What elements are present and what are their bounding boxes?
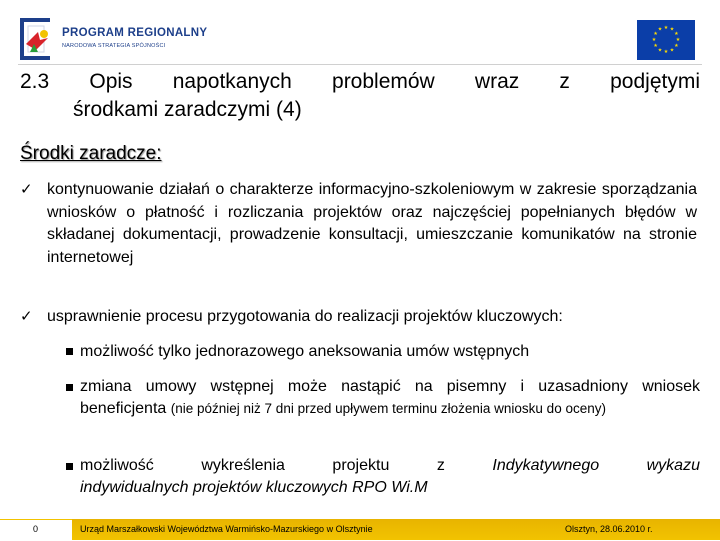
program-logo-icon [18,16,58,64]
svg-text:★: ★ [663,49,669,55]
footer-institution: Urząd Marszałkowski Województwa Warmińsko-Mazurskiego w Olsztynie [80,524,373,534]
svg-text:★: ★ [674,43,679,49]
checkmark-icon: ✓ [20,181,33,198]
svg-text:★: ★ [651,37,657,43]
square-bullet-icon [66,463,73,470]
sub-item-line1 [80,455,700,477]
slide-title [20,68,700,124]
svg-text:★: ★ [653,43,658,49]
word: wykreślenia [201,457,285,474]
footer-date: Olsztyn, 28.06.2010 r. [565,524,653,534]
word: projektu [332,457,390,474]
eu-flag-icon [637,20,695,60]
checkmark-icon: ✓ [20,308,33,325]
svg-text:★: ★ [674,31,679,37]
svg-text:★: ★ [663,25,669,31]
slide-title-line2: środkami zaradczymi (4) [73,98,302,121]
square-bullet-icon [66,348,73,355]
sub-item: możliwość tylko jednorazowego aneksowania umów wstępnych [80,343,530,360]
svg-text:★: ★ [657,26,663,33]
logo-title: PROGRAM REGIONALNY [62,27,208,39]
sub-item [80,455,700,499]
logo-subtitle: NARODOWA STRATEGIA SPÓJNOŚCI [62,43,166,49]
sub-item [80,376,700,420]
sub-item-line2: indywidualnych projektów kluczowych RPO Wi.M [80,479,428,496]
word: Indykatywnego [492,457,600,474]
program-logo [18,16,218,66]
svg-text:★: ★ [675,37,681,43]
page-number: 0 [33,524,39,534]
svg-text:★: ★ [657,47,663,54]
bullet-item: usprawnienie procesu przygotowania do realizacji projektów kluczowych: [47,308,563,325]
slide-title-line1: 2.3 Opis napotkanych problemów wraz z podjętymi [20,70,700,93]
sub-item-main-text: zmiana umowy wstępnej może nastąpić na pisemny i uzasadniony wniosek beneficjenta [80,378,700,417]
bullet-item: kontynuowanie działań o charakterze informacyjno-szkoleniowym w zakresie sporządzania wniosków o płatność i rozliczania projektów oraz najczęściej popełnianych błędów w składanej dokumentacji, prowadzenie konsultacji, umieszczanie komunikatów na stronie internetowej [47,181,697,266]
word: możliwość [80,457,154,474]
word: wykazu [646,457,700,474]
header-divider [18,64,702,65]
word: z [436,457,445,474]
svg-text:★: ★ [653,31,658,37]
sub-item-note: (nie później niż 7 dni przed upływem terminu złożenia wniosku do oceny) [170,401,606,416]
square-bullet-icon [66,384,73,391]
svg-text:★: ★ [669,26,675,33]
svg-text:★: ★ [669,47,675,54]
subheading: Środki zaradcze: [20,143,162,164]
